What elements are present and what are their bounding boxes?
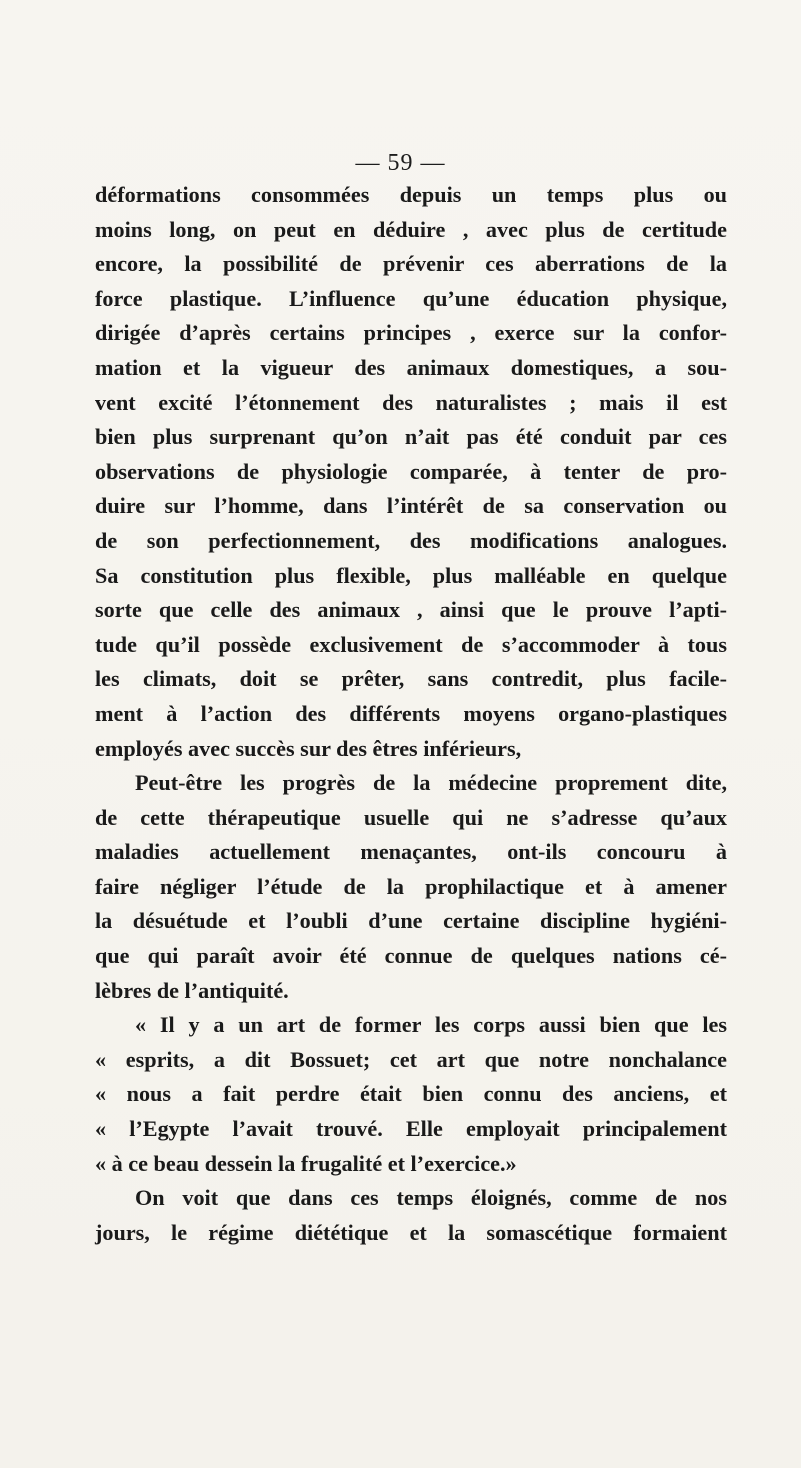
text-line: « Il y a un art de former les corps aussi bien que les — [135, 1012, 727, 1038]
text-line: force plastique. L’influence qu’une éducation physique, — [95, 285, 727, 311]
text-line: maladies actuellement menaçantes, ont-ils concouru à — [95, 839, 727, 865]
text-line: « l’Egypte l’avait trouvé. Elle employait principalement — [95, 1116, 727, 1142]
text-line: moins long, on peut en déduire , avec plus de certitude — [95, 216, 727, 242]
text-line: « à ce beau dessein la frugalité et l’exercice.» — [95, 1150, 517, 1176]
text-line: de son perfectionnement, des modifications analogues. — [95, 527, 727, 553]
text-line: Sa constitution plus flexible, plus malléable en quelque — [95, 562, 727, 588]
page-number: — 59 — — [355, 150, 446, 176]
text-line: bien plus surprenant qu’on n’ait pas été conduit par ces — [95, 424, 727, 450]
text-line: lèbres de l’antiquité. — [95, 977, 289, 1003]
text-line: sorte que celle des animaux , ainsi que le prouve l’apti- — [95, 597, 727, 623]
text-line: « esprits, a dit Bossuet; cet art que notre nonchalance — [95, 1046, 727, 1072]
text-line: la désuétude et l’oubli d’une certaine discipline hygiéni- — [95, 908, 727, 934]
text-line: faire négliger l’étude de la prophilactique et à amener — [95, 873, 727, 899]
text-line: jours, le régime diététique et la somascétique formaient — [95, 1219, 727, 1245]
body-text — [95, 178, 727, 1250]
text-line: employés avec succès sur des êtres inférieurs, — [95, 735, 522, 761]
text-line: dirigée d’après certains principes , exerce sur la confor- — [95, 320, 727, 346]
text-line: duire sur l’homme, dans l’intérêt de sa conservation ou — [95, 493, 727, 519]
text-line: encore, la possibilité de prévenir ces aberrations de la — [95, 251, 727, 277]
text-line: vent excité l’étonnement des naturalistes ; mais il est — [95, 389, 727, 415]
text-line: tude qu’il possède exclusivement de s’accommoder à tous — [95, 631, 727, 657]
text-line: observations de physiologie comparée, à tenter de pro- — [95, 458, 727, 484]
text-line: Peut-être les progrès de la médecine proprement dite, — [135, 770, 727, 796]
text-line: mation et la vigueur des animaux domestiques, a sou- — [95, 354, 727, 380]
text-line: les climats, doit se prêter, sans contredit, plus facile- — [95, 666, 727, 692]
text-line: « nous a fait perdre était bien connu des anciens, et — [95, 1081, 727, 1107]
text-line: que qui paraît avoir été connue de quelques nations cé- — [95, 943, 727, 969]
text-line: déformations consommées depuis un temps plus ou — [95, 182, 727, 207]
text-line: ment à l’action des différents moyens organo-plastiques — [95, 700, 727, 726]
text-line: On voit que dans ces temps éloignés, comme de nos — [135, 1185, 727, 1211]
text-line: de cette thérapeutique usuelle qui ne s’adresse qu’aux — [95, 804, 727, 830]
